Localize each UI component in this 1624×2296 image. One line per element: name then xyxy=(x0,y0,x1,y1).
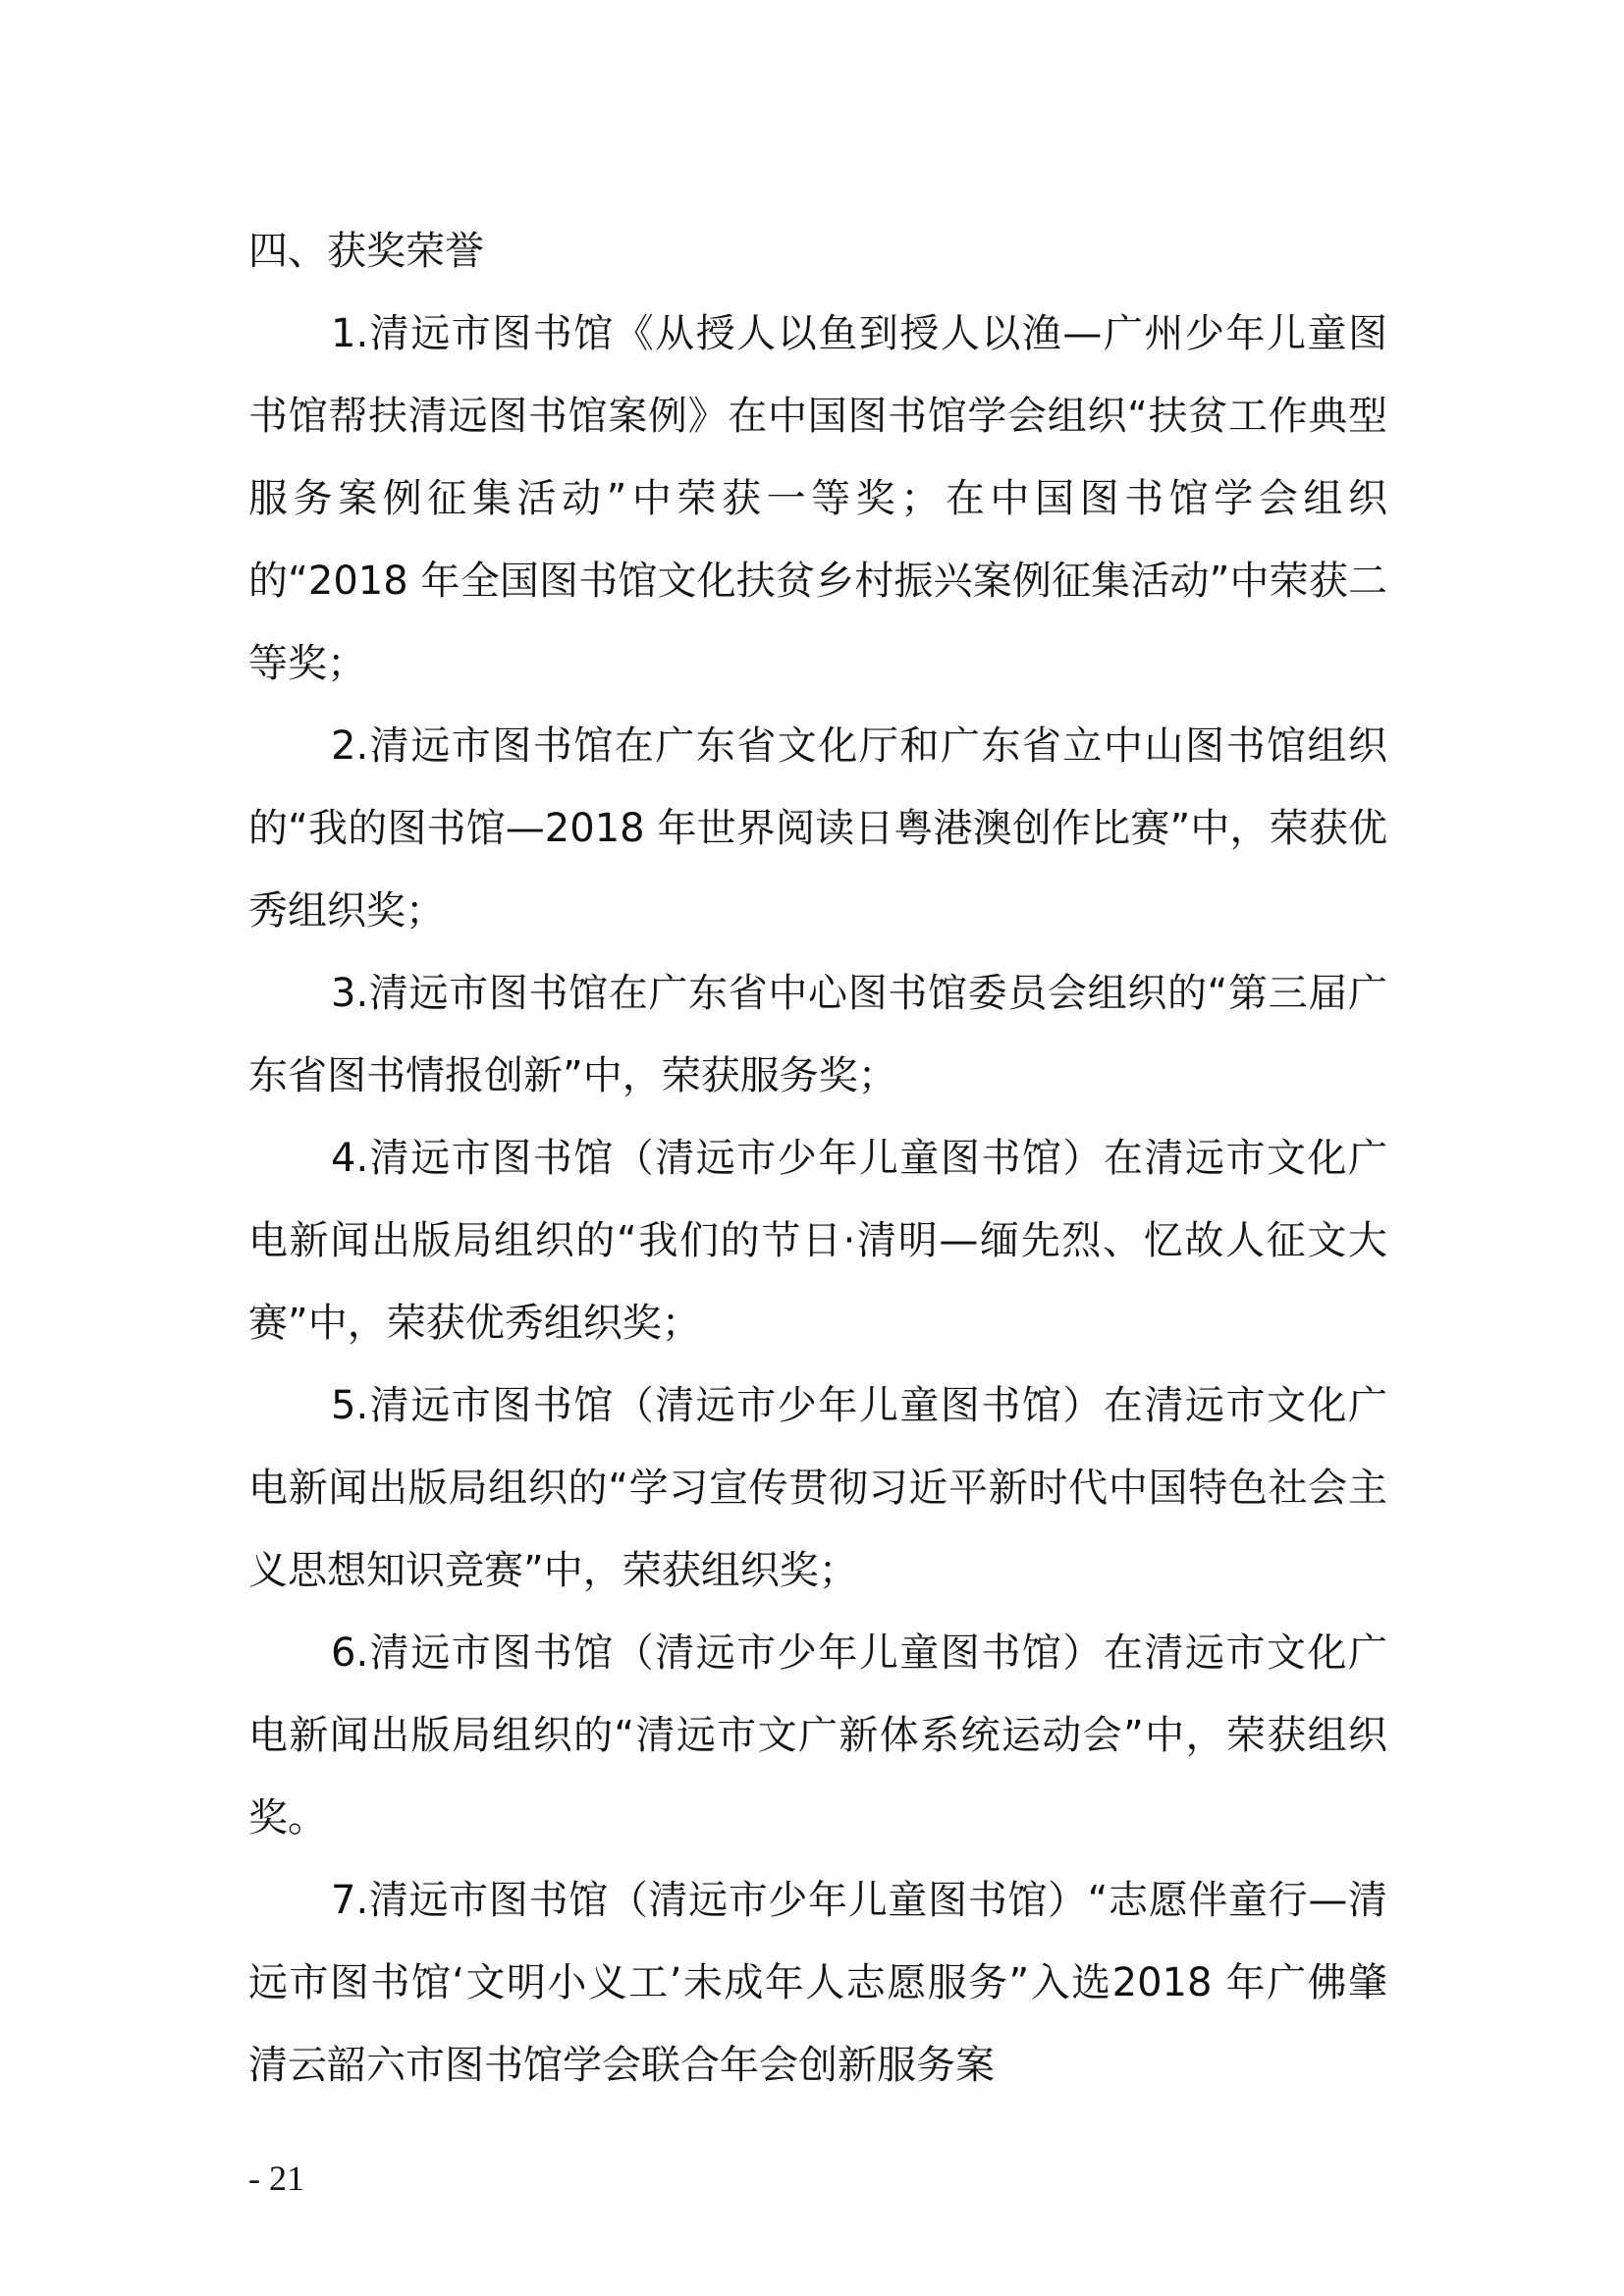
paragraph-award-7: 7.清远市图书馆（清远市少年儿童图书馆）“志愿伴童行—清远市图书馆‘文明小义工’未成年人志愿服务”入选2018 年广佛肇清云韶六市图书馆学会联合年会创新服务案 xyxy=(248,1878,1387,2088)
paragraph-award-1: 1.清远市图书馆《从授人以鱼到授人以渔—广州少年儿童图书馆帮扶清远图书馆案例》在中国图书馆学会组织“扶贫工作典型服务案例征集活动”中荣获一等奖；在中国图书馆学会组织的“2018 年全国图书馆文化扶贫乡村振兴案例征集活动”中荣获二等奖； xyxy=(248,311,1387,686)
paragraph-award-3: 3.清远市图书馆在广东省中心图书馆委员会组织的“第三届广东省图书情报创新”中，荣获服务奖； xyxy=(248,971,1387,1098)
section-heading: 四、获奖荣誉 xyxy=(248,229,484,274)
paragraph-award-2: 2.清远市图书馆在广东省文化厅和广东省立中山图书馆组织的“我的图书馆—2018 年世界阅读日粤港澳创作比赛”中，荣获优秀组织奖； xyxy=(248,723,1387,934)
paragraph-award-6: 6.清远市图书馆（清远市少年儿童图书馆）在清远市文化广电新闻出版局组织的“清远市文广新体系统运动会”中，荣获组织奖。 xyxy=(248,1630,1387,1841)
paragraph-award-4: 4.清远市图书馆（清远市少年儿童图书馆）在清远市文化广电新闻出版局组织的“我们的节日·清明—缅先烈、忆故人征文大赛”中，荣获优秀组织奖； xyxy=(248,1136,1387,1346)
page-number: - 21 xyxy=(248,2159,304,2198)
paragraph-award-5: 5.清远市图书馆（清远市少年儿童图书馆）在清远市文化广电新闻出版局组织的“学习宣传贯彻习近平新时代中国特色社会主义思想知识竞赛”中，荣获组织奖； xyxy=(248,1383,1387,1593)
document-body xyxy=(248,210,1387,2107)
